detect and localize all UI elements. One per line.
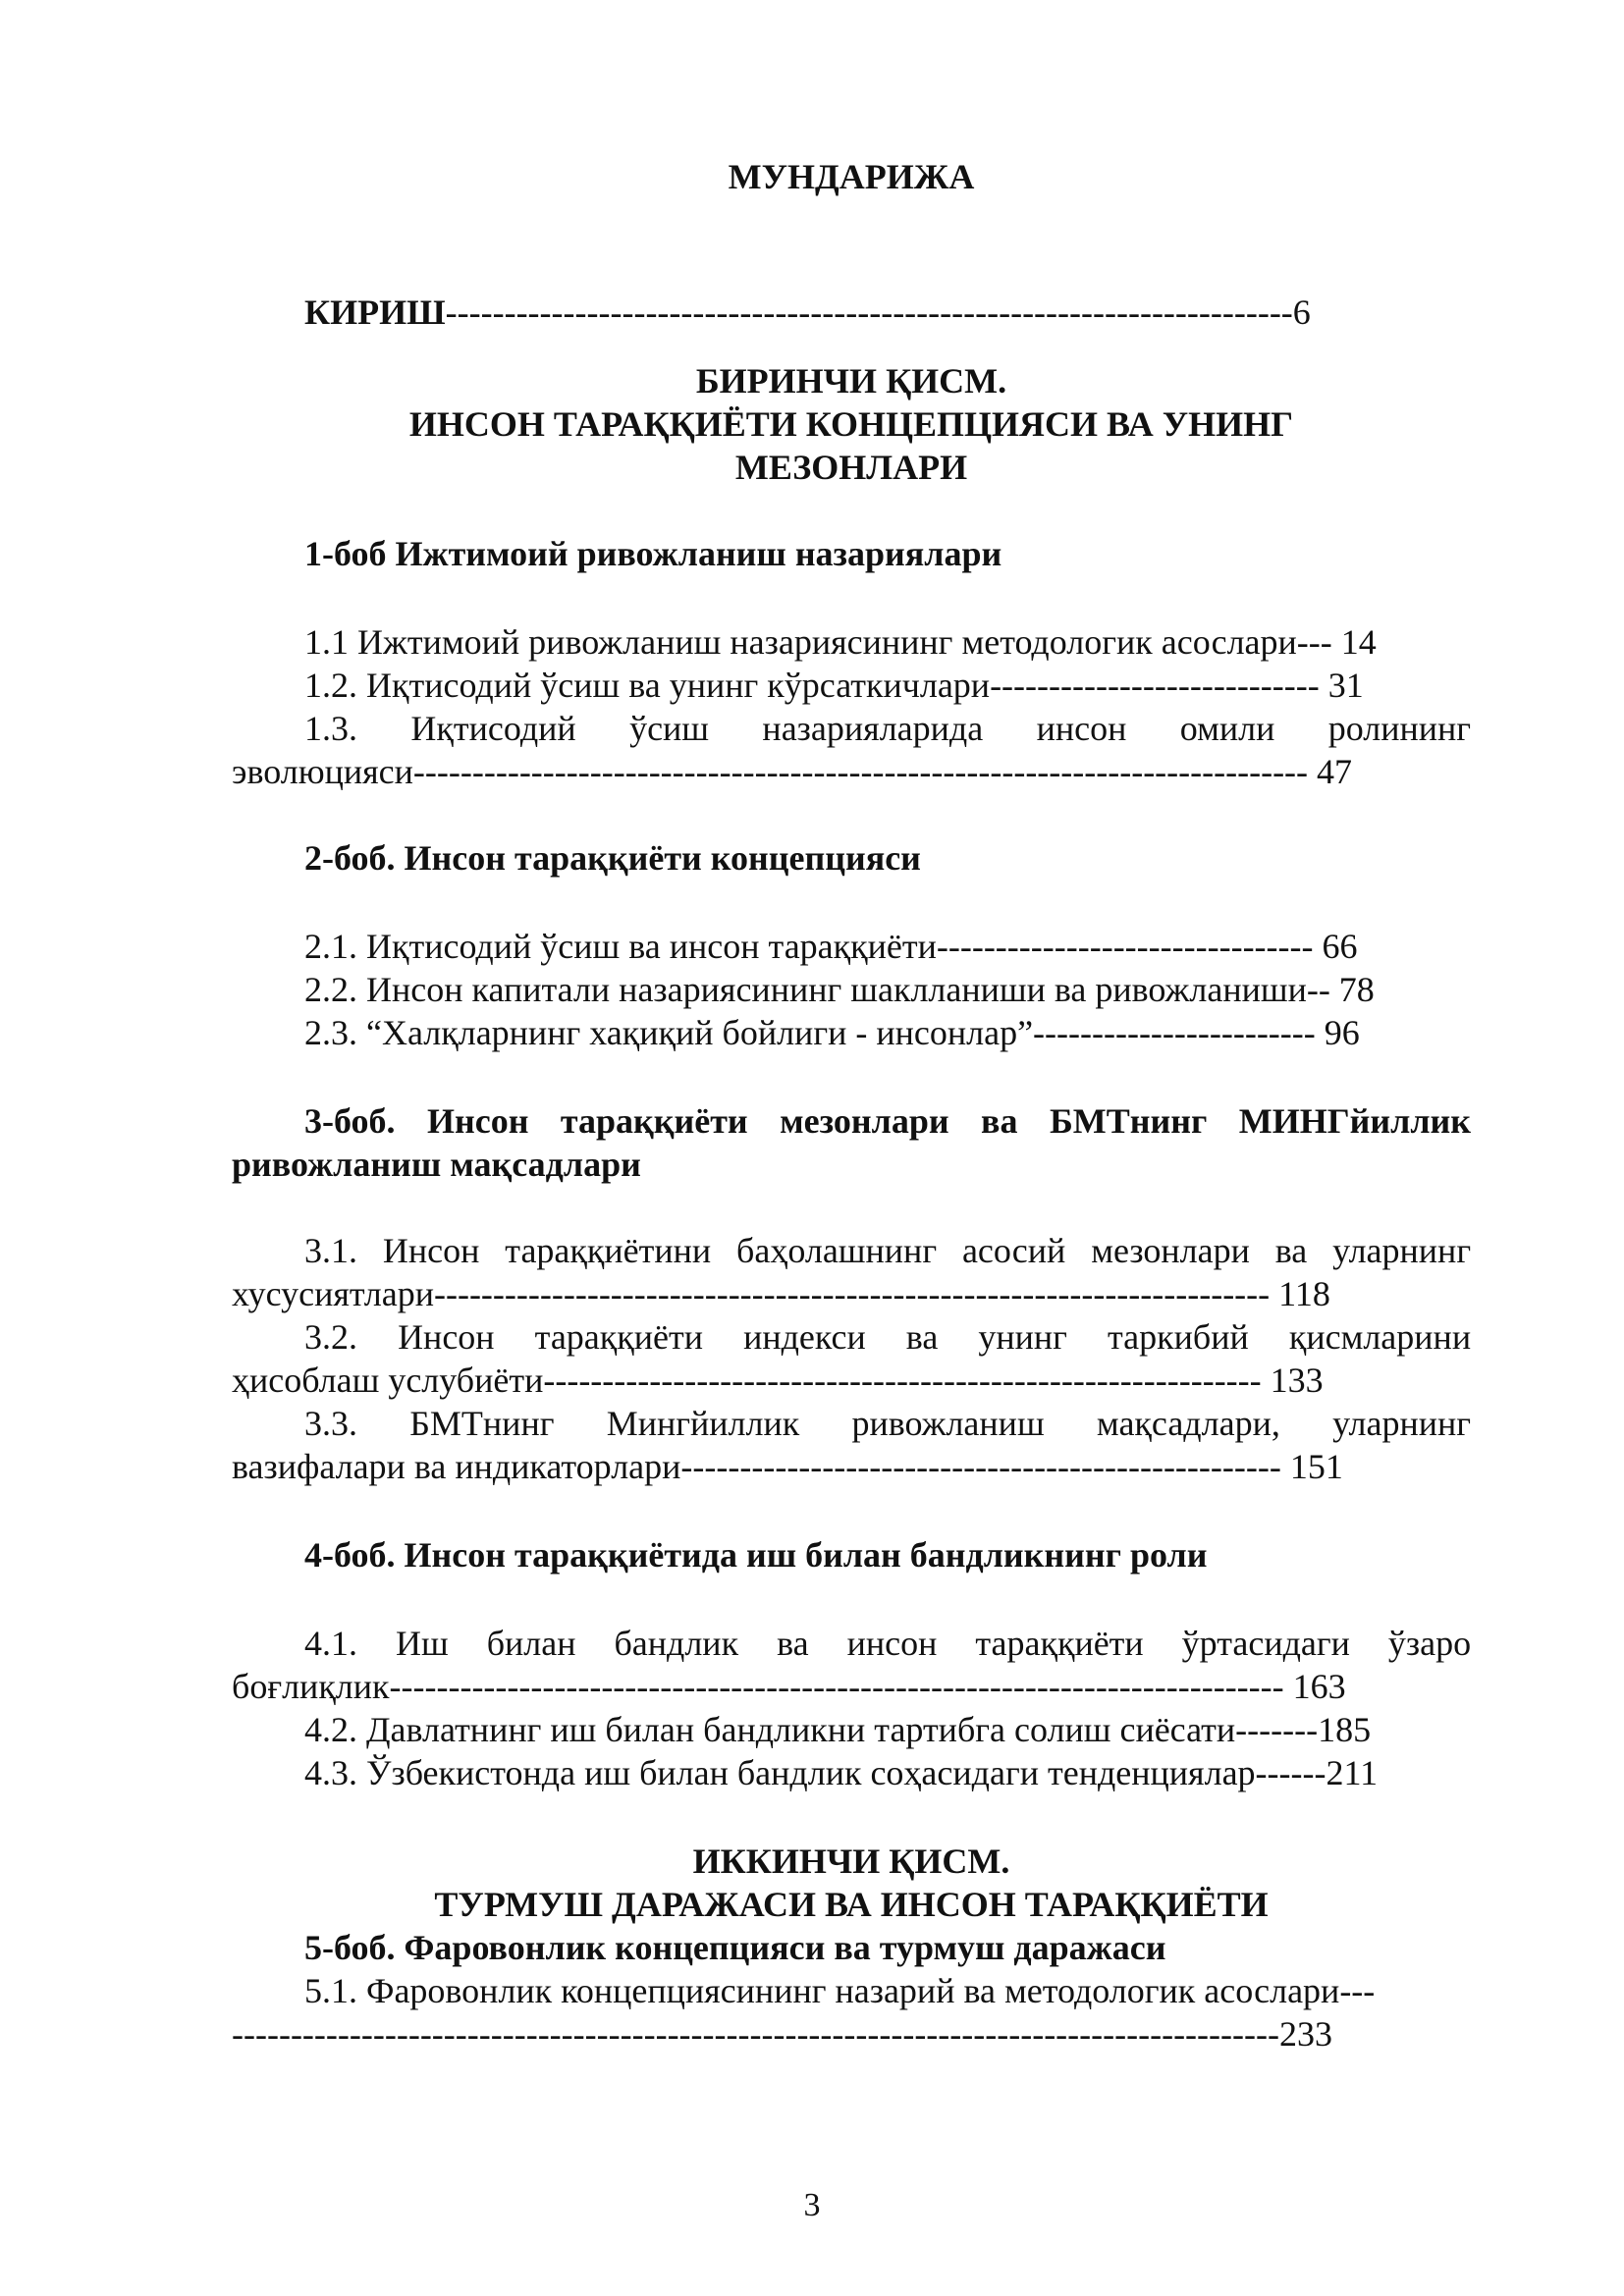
toc-entry: 2.3. “Халқларнинг хақиқий бойлиги - инсонлар”------------------------ 96 [304,1013,1360,1052]
toc-entry: 2.1. Иқтисодий ўсиш ва инсон тараққиёти-------------------------------- 66 [304,927,1358,966]
chapter-title: 5-боб. Фаровонлик концепцияси ва турмуш даражаси [304,1928,1166,1967]
chapter-title: 3-боб. Инсон тараққиёти мезонлари ва БМТнинг МИНГйиллик [304,1101,1471,1141]
toc-entry: -----------------------------------------------------------------------------------------233 [232,2014,1332,2054]
part1-heading: БИРИНЧИ ҚИСМ. [695,361,1007,400]
toc-entry: хусусиятлари----------------------------------------------------------------------- 118 [232,1274,1330,1313]
toc-page-number: 6 [1292,293,1311,332]
toc-title: МУНДАРИЖА [728,157,975,196]
toc-entry: эволюцияси---------------------------------------------------------------------------- 47 [232,752,1353,791]
toc-entry: 4.3. Ўзбекистонда иш билан бандлик соҳасидаги тенденциялар------211 [304,1753,1379,1792]
toc-entry: боғлиқлик---------------------------------------------------------------------------- 163 [232,1667,1346,1706]
toc-entry: 3.3. БМТнинг Мингйиллик ривожланиш мақсадлари, уларнинг [304,1404,1471,1443]
toc-entry: 2.2. Инсон капитали назариясининг шаклланиши ва ривожланиши-- 78 [304,970,1375,1009]
toc-entry: 1.1 Ижтимоий ривожланиш назариясининг методологик асослари--- 14 [304,622,1377,662]
chapter-title: 2-боб. Инсон тараққиёти концепцияси [304,838,921,878]
toc-entry: 3.2. Инсон тараққиёти индекси ва унинг таркибий қисмларини [304,1317,1471,1357]
chapter-title: 4-боб. Инсон тараққиётида иш билан бандликнинг роли [304,1535,1208,1575]
chapter-title: ривожланиш мақсадлари [232,1145,641,1184]
part1-subtitle: МЕЗОНЛАРИ [734,448,968,487]
toc-entry-intro [304,291,1471,334]
chapter-title: 1-боб Ижтимоий ривожланиш назариялари [304,534,1002,573]
page-number: 3 [803,2187,821,2223]
toc-entry: 1.2. Иқтисодий ўсиш ва унинг кўрсаткичлари---------------------------- 31 [304,666,1364,705]
toc-leader: ------------------------------------------------------------------------ [445,293,1293,332]
toc-entry: 3.1. Инсон тараққиётини баҳолашнинг асосий мезонлари ва уларнинг [304,1231,1471,1270]
toc-entry: ҳисоблаш услубиёти------------------------------------------------------------- 133 [232,1361,1324,1400]
toc-entry: 1.3. Иқтисодий ўсиш назарияларида инсон омили ролининг [304,709,1471,748]
toc-entry: 4.2. Давлатнинг иш билан бандликни тартибга солиш сиёсати-------185 [304,1710,1372,1749]
toc-entry: вазифалари ва индикаторлари--------------------------------------------------- 151 [232,1447,1343,1486]
part2-subtitle: ТУРМУШ ДАРАЖАСИ ВА ИНСОН ТАРАҚҚИЁТИ [434,1885,1269,1924]
toc-entry: 4.1. Иш билан бандлик ва инсон тараққиёти ўртасидаги ўзаро [304,1624,1471,1663]
part1-subtitle: ИНСОН ТАРАҚҚИЁТИ КОНЦЕПЦИЯСИ ВА УНИНГ [408,404,1294,444]
toc-entry-label: КИРИШ [304,293,446,332]
part2-heading: ИККИНЧИ ҚИСМ. [692,1842,1010,1881]
toc-entry: 5.1. Фаровонлик концепциясининг назарий ва методологик асослари--- [304,1971,1376,2010]
